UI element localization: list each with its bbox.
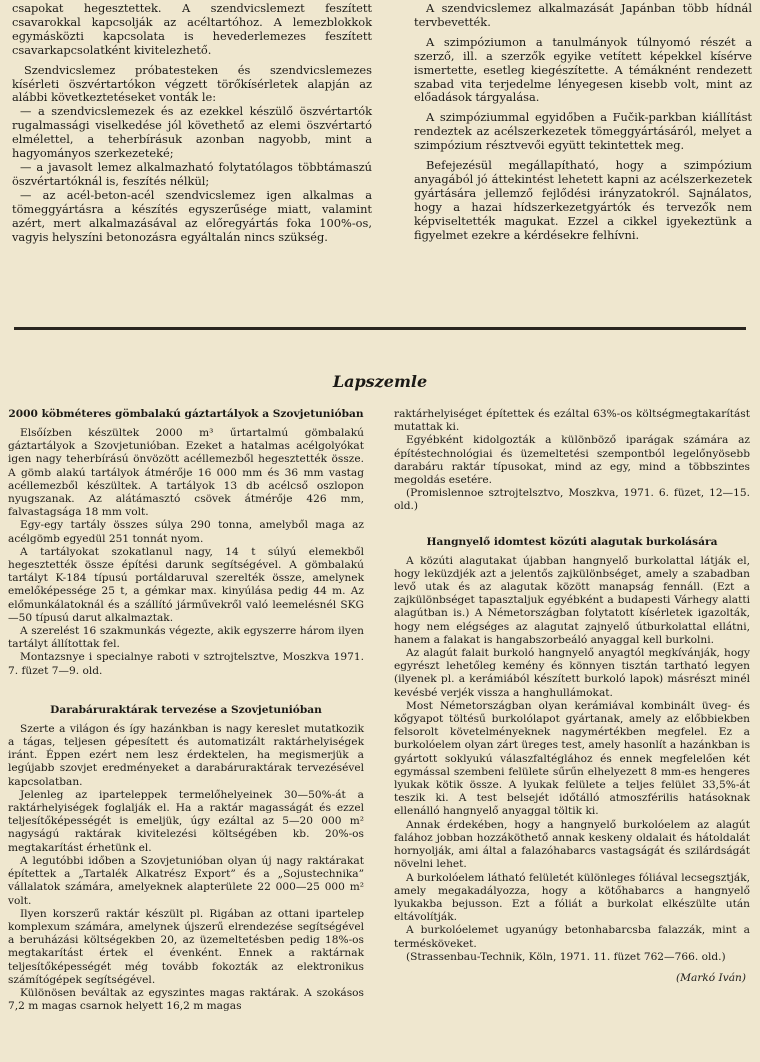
paragraph: Az alagút falait burkoló hangnyelő anyagtól megkívánják, hogy egyrészt lehetőleg kemény és könnyen tisztán tartható legyen (ilyenek pl. a kerámiából készített burkoló lapok) másrészt minél kevésbé verjék vissza a hanghullámokat. <box>394 647 750 699</box>
paragraph: A közúti alagutakat újabban hangnyelő burkolattal látják el, hogy leküzdjék azt a jelentős zajkülönbséget, amely a szabadban levő utak és az alagutak között manapság fennáll. (Ezt a zajkülönbséget tapasztaljuk egyébként a budapesti Várhegy alatti alagútban is.) A Németországban folytatott kísérletek igazolták, hogy nem elégséges az alagutat zajnyelő útburkolattal ellátni, hanem a falakat is hangabszorbeáló anyaggal kell burkolni. <box>394 554 750 646</box>
source-citation: Montazsnye i specialnye raboti v sztrojtelsztve, Moszkva 1971. 7. füzet 7—9. old. <box>8 651 364 677</box>
paragraph: Szerte a világon és így hazánkban is nagy kereslet mutatkozik a tágas, teljesen gépesített és automatizált raktárhelyiségek iránt. Éppen ezért nem lesz érdektelen, ha megismerjük a legújabb szovjet eredményeket a darabáruraktárak tervezésével kapcsolatban. <box>8 722 364 788</box>
article-title: 2000 köbméteres gömbalakú gáztartályok a Szovjetunióban <box>8 408 364 420</box>
top-section <box>12 2 752 320</box>
article-title: Darabáruraktárak tervezése a Szovjetunióban <box>50 703 322 716</box>
bullet-paragraph: — a javasolt lemez alkalmazható folytatólagos többtámaszú öszvértartóknál is, feszítés nélkül; <box>12 159 372 188</box>
bullet-paragraph: — a szendvicslemezek és az ezekkel készülő öszvértartók rugalmassági viselkedése jól követhető az elemi öszvértartó elmélettel, a teherbírásuk azonban nagyobb, mint a hagyományos szerkezeteké; <box>12 104 372 161</box>
paragraph: A szerelést 16 szakmunkás végezte, akik egyszerre három ilyen tartályt állítottak fel. <box>8 625 364 651</box>
paragraph: Annak érdekében, hogy a hangnyelő burkolóelem az alagút falához jobban hozzáköthető annak keskeny oldalait és hátoldalát hornyolják, ami által a falazóhabarcs vastagságát és szilárdságát növelni lehet. <box>394 818 750 871</box>
article-gas-tanks <box>8 408 364 678</box>
paragraph: A szimpóziummal egyidőben a Fučik-parkban kiállítást rendeztek az acélszerkezetek tömeggyártásáról, melyet a szimpózium résztvevői együtt tekintettek meg. <box>414 110 752 153</box>
top-left-column <box>12 2 372 244</box>
paragraph: Különösen beváltak az egyszintes magas raktárak. A szokásos 7,2 m magas csarnok helyett 16,2 m magas <box>8 986 364 1013</box>
paragraph: Elsőízben készültek 2000 m³ űrtartalmú gömbalakú gáztartályok a Szovjetunióban. Ezeket a hatalmas acélgolyókat igen nagy teherbírású önvözött acéllemezből hegesztették össze. A gömb alakú tartályok átmérője 16 000 mm és 36 mm vastag acéllemezből készültek. A tartályok 13 db acélcső oszlopon nyugszanak. Az alátámasztó csövek átmérője 426 mm, falvastagsága 18 mm volt. <box>8 427 364 519</box>
paragraph: Ilyen korszerű raktár készült pl. Rigában az ottani ipartelep komplexum számára, amelynek újszerű elrendezése segítségével a beruházási költségekben 20, az üzemeltetésben pedig 18%-os megtakarítást értek el évenként. Ennek a raktárnak teljesítőképességét még tovább fokozták az elektronikus számítógépek segítségével. <box>8 907 364 986</box>
paragraph: A burkolóelemet ugyanúgy betonhabarcsba falazzák, mint a termésköveket. <box>394 924 750 950</box>
paragraph: Egyébként kidolgozták a különböző iparágak számára az építéstechnológiai és üzemeltetési szempontból legelőnyösebb darabáru raktár típusokat, mind az egy, mind a többszintes megoldás esetére. <box>394 434 750 487</box>
paragraph: A tartályokat szokatlanul nagy, 14 t súlyú elemekből hegesztették össze építési darunk segítségével. A gömbalakú tartályt K-184 típusú portáldaruval szerelték össze, amelynek emelőképessége 25 t, a gémkar max. kinyúlása pedig 44 m. Az előmunkálatoknál és a szállító járművekről való leemelésnél SKG—50 típusú darut alkalmaztak. <box>8 545 364 624</box>
source-citation: (Strassenbau-Technik, Köln, 1971. 11. füzet 762—766. old.) <box>406 950 726 963</box>
paragraph: raktárhelyiséget építettek és ezáltal 63%-os költségmegtakarítást mutattak ki. <box>394 408 750 434</box>
paragraph: A szimpóziumon a tanulmányok túlnyomó részét a szerző, ill. a szerzők egyike vetített képekkel kísérve ismertette, esetleg kiegészítette. A témáknént rendezett szabad vita terjedelme lényegesen kisebb volt, mint az előadások tárgyalása. <box>414 34 752 105</box>
paragraph: A burkolóelem látható felületét különleges fóliával lecsegsztják, amely megakadályozza, hogy a kötőhabarcs a hangnyelő lyukakba bejusson. Ezt a fóliát a burkolat elkészülte után eltávolítják. <box>394 871 750 924</box>
lower-left-column <box>8 408 364 1013</box>
paragraph: Most Németországban olyan kerámiával kombinált üveg- és kőgyapot töltésű burkolólapot gyártanak, amely az előbbiekben felsorolt követelményeknek nagymértékben megfelel. Ez a burkolóelem olyan zárt üreges test, amely hasonlít a hazánkban is gyártott soklyukú válaszfaltéglához és ennek megfelelően két egymással szembeni felülete sűrűn elhelyezett 8 mm-es hengeres lyukak kötik össze. A lyukak felülete a teljes felület 33,5%-át teszik ki. A test belsejét időtálló atmoszférilis hatásoknak ellenálló hangnyelő anyaggal töltik ki. <box>394 699 751 818</box>
lower-right-column <box>394 408 750 984</box>
paragraph: Jelenleg az iparteleppek termelőhelyeinek 30—50%-át a raktárhelyiségek foglalják el. Ha a raktár magasságát és ezzel teljesítőképességét is emeljük, úgy ezáltal az 5—20 000 m² nagyságú raktárak kivitelezési költségében kb. 20%-os megtakarítást érhetünk el. <box>8 788 364 854</box>
author-signature: (Markó Iván) <box>676 971 746 984</box>
section-divider <box>14 327 746 330</box>
bullet-paragraph: — az acél-beton-acél szendvicslemez igen alkalmas a tömeggyártásra a készítés egyszerűsége miatt, valamint azért, mert alkalmazásával az előregyártás foka 100%-os, vagyis helyszíni betonozásra egyáltalán nincs szükség. <box>12 187 372 244</box>
paragraph: A szendvicslemez alkalmazását Japánban több hídnál tervbevették. <box>414 1 752 29</box>
paragraph: Szendvicslemez próbatesteken és szendvicslemezes kísérleti öszvértartókon végzett törőkísérletek alapján az alábbi következtetéseket vonták le: <box>12 62 372 105</box>
source-citation: (Promislennoe sztrojtelsztvo, Moszkva, 1971. 6. füzet, 12—15. old.) <box>394 487 750 513</box>
top-right-column <box>414 2 752 243</box>
article-title: Hangnyelő idomtest közúti alagutak burkolására <box>426 535 718 548</box>
paragraph: csapokat hegesztettek. A szendvicslemezt feszített csavarokkal kapcsolják az acéltartóhoz. A lemezblokkok egymásközti kapcsolata is hevederlemezes feszített csavarkapcsolatként kivitelezhető. <box>12 1 372 57</box>
paragraph: A legutóbbi időben a Szovjetunióban olyan új nagy raktárakat építettek a „Tartalék Alkatrész Export” és a „Sojustechnika” vállalatok számára, amelyeknek alapterülete 22 000—25 000 m² volt. <box>8 854 364 907</box>
article-sound-absorbing <box>394 536 750 984</box>
article-warehouses <box>8 704 364 1013</box>
paragraph: Befejezésül megállapítható, hogy a szimpózium anyagából jó áttekintést lehetett kapni az acélszerkezetek gyártására jellemző fejlődési irányzatokról. Sajnálatos, hogy a hazai hídszerkezetgyártók és tervezők nem képviseltették magukat. Ezzel a cikkel igyekeztünk a figyelmet ezekre a kérdésekre felhívni. <box>414 158 752 242</box>
paragraph: Egy-egy tartály összes súlya 290 tonna, amelyből maga az acélgömb egyedül 251 tonnát nyom. <box>8 519 364 545</box>
section-title: Lapszemle <box>332 372 428 391</box>
article-warehouses-continued <box>394 408 750 514</box>
